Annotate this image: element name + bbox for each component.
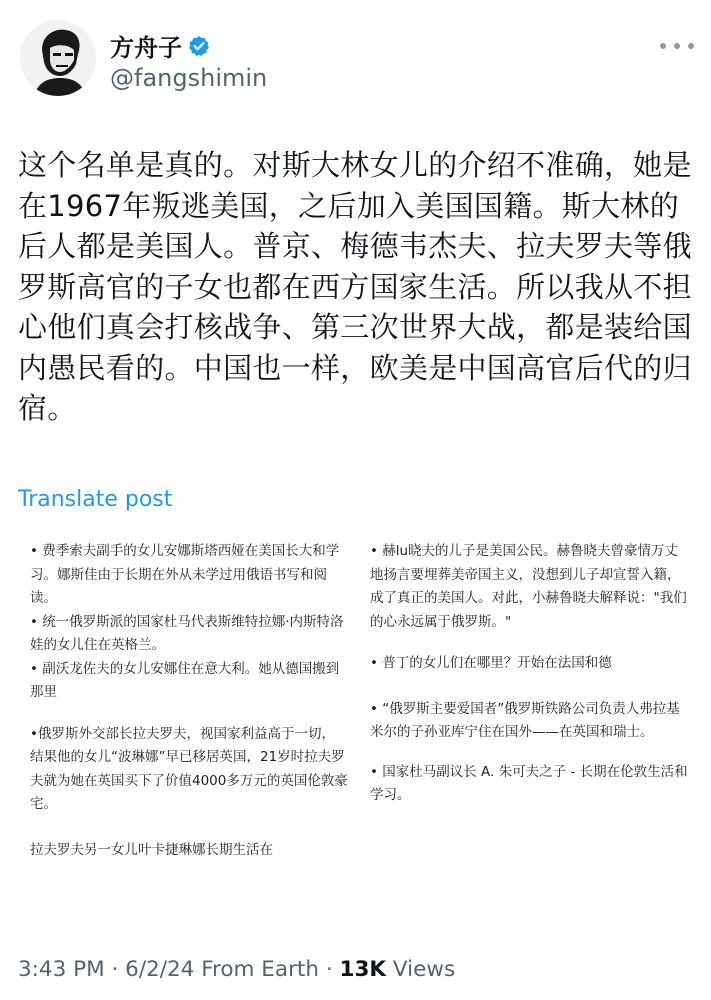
image-text-item: • 费季索夫副手的女儿安娜斯塔西娅在美国长大和学习。娜斯佳由于长期在外从未学过用俄语书写和阅读。 xyxy=(30,543,340,606)
image-text-item: • “俄罗斯主要爱国者”俄罗斯铁路公司负责人弗拉基米尔的子孙亚库宁住在国外——在英国和瑞士。 xyxy=(370,700,680,740)
display-name[interactable]: 方舟子 xyxy=(110,34,182,62)
image-text-item: • 赫lu晓夫的儿子是美国公民。赫鲁晓夫曾豪情万丈地扬言要埋葬美帝国主义，没想到儿子却宣誓入籍，成了真正的美国人。对此，小赫鲁晓夫解释说："我们的心永远属于俄罗斯。" xyxy=(370,543,687,630)
more-options-icon[interactable] xyxy=(660,36,694,56)
tweet-footer: 3:43 PM · 6/2/24 From Earth · 13K Views xyxy=(18,957,456,982)
post-time[interactable]: 3:43 PM xyxy=(18,957,105,982)
image-text-item: • 国家杜马副议长 A. 朱可夫之子 - 长期在伦敦生活和学习。 xyxy=(370,763,688,803)
avatar[interactable] xyxy=(20,20,96,96)
image-text-item: • 普丁的女儿们在哪里？开始在法国和德 xyxy=(370,655,612,671)
image-text-item: 拉夫罗夫另一女儿叶卡捷琳娜长期生活在 xyxy=(30,841,273,858)
views-count: 13K xyxy=(339,957,387,982)
image-text-item: • 统一俄罗斯派的国家杜马代表斯维特拉娜·内斯特洛娃的女儿住在英格兰。 xyxy=(30,613,344,653)
post-date[interactable]: 6/2/24 xyxy=(125,957,195,982)
user-handle[interactable]: @fangshimin xyxy=(110,64,268,92)
translate-post-link[interactable]: Translate post xyxy=(18,487,173,512)
views-label: Views xyxy=(392,957,456,982)
tweet-text: 这个名单是真的。对斯大林女儿的介绍不准确，她是在1967年叛逃美国，之后加入美国国籍。斯大林的后人都是美国人。普京、梅德韦杰夫、拉夫罗夫等俄罗斯高官的子女也都在西方国家生活。所以我从不担心他们真会打核战争、第三次世界大战，都是装给国内愚民看的。中国也一样，欧美是中国高官后代的归宿。 xyxy=(18,148,692,425)
image-text-item: •俄罗斯外交部长拉夫罗夫，视国家利益高于一切，结果他的女儿“波琳娜”早已移居英国，21岁时拉夫罗夫就为她在英国买下了价值4000多万元的英国伦敦豪宅。 xyxy=(30,725,348,812)
attached-image-right-column[interactable] xyxy=(370,540,688,808)
verified-badge-icon xyxy=(188,35,210,57)
attached-image-left-column[interactable] xyxy=(30,540,348,862)
image-text-item: • 副沃龙佐夫的女儿安娜住在意大利。她从德国搬到那里 xyxy=(30,660,340,700)
avatar-portrait-icon xyxy=(20,20,96,96)
tweet-header xyxy=(0,0,711,110)
name-row xyxy=(110,28,210,63)
post-source: From Earth xyxy=(201,957,319,982)
